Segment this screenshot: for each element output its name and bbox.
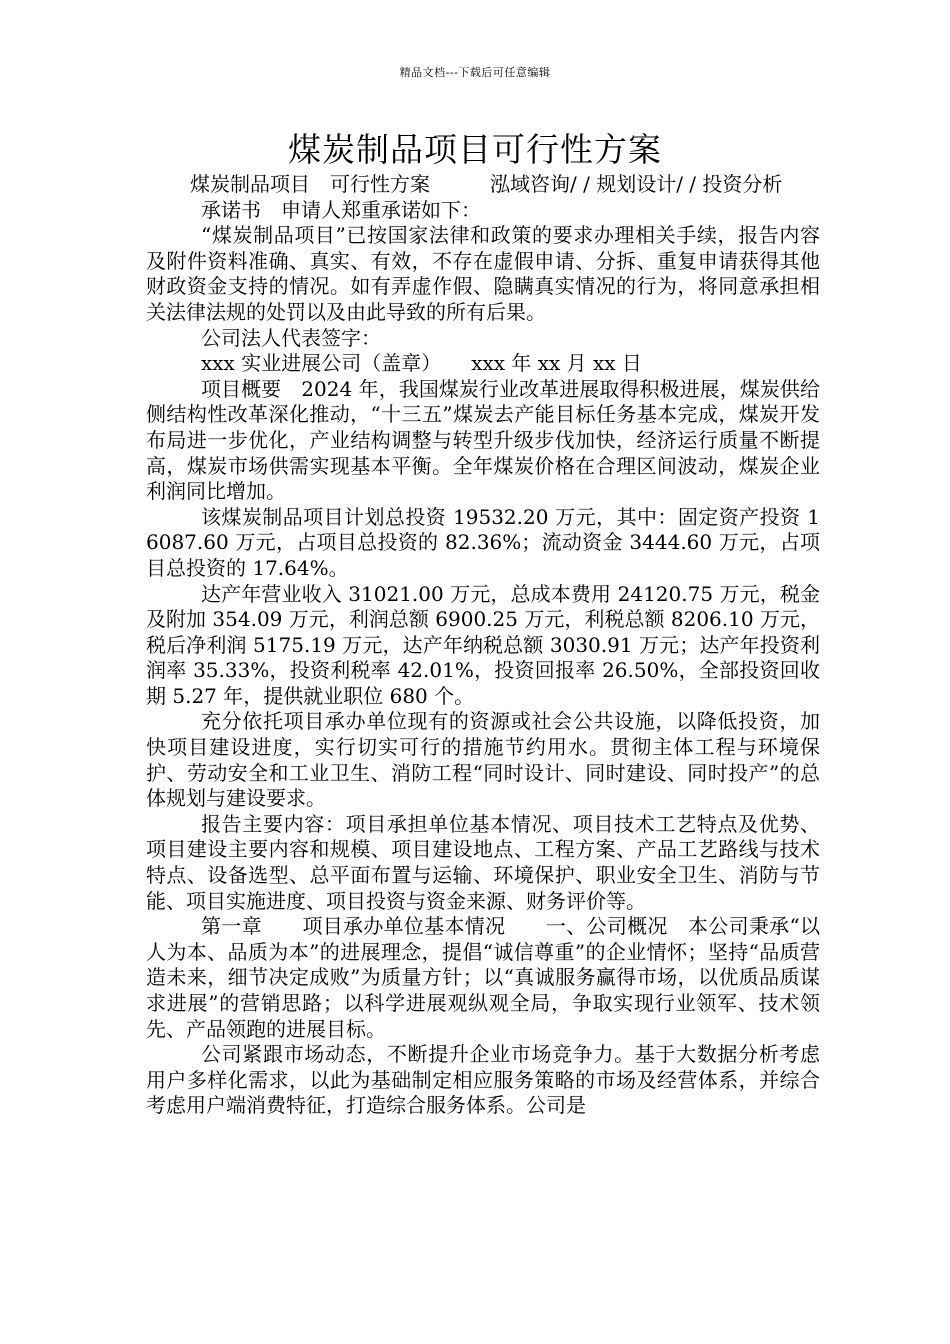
- paragraph-resources: 充分依托项目承办单位现有的资源或社会公共设施，以降低投资，加快项目建设进度，实行切实可行的措施节约用水。贯彻主体工程与环境保护、劳动安全和工业卫生、消防工程“同时设计、同时建设、同时投产”的总体规划与建设要求。: [146, 709, 820, 811]
- paragraph-market-dynamics: 公司紧跟市场动态，不断提升企业市场竞争力。基于大数据分析考虑用户多样化需求，以此为基础制定相应服务策略的市场及经营体系，并综合考虑用户端消费特征，打造综合服务体系。公司是: [146, 1042, 820, 1118]
- document-body: [146, 172, 820, 1119]
- document-title: 煤炭制品项目可行性方案: [288, 130, 662, 169]
- paragraph-commitment-body: “煤炭制品项目”已按国家法律和政策的要求办理相关手续，报告内容及附件资料准确、真实、有效，不存在虚假申请、分拆、重复申请获得其他财政资金支持的情况。如有弄虚作假、隐瞒真实情况的行为，将同意承担相关法律法规的处罚以及由此导致的所有后果。: [146, 223, 820, 324]
- paragraph-revenue-figures: 达产年营业收入 31021.00 万元，总成本费用 24120.75 万元，税金及附加 354.09 万元，利润总额 6900.25 万元，利税总额 8206.10 万元，税后净利润 5175.19 万元，达产年纳税总额 3030.91 万元；达产年投资利润率 35.33%，投资利税率 42.01%，投资回报率 26.50%，全部投资回收期 5.27 年，提供就业职位 680 个。: [146, 581, 820, 708]
- paragraph-chapter-one: 第一章 项目承办单位基本情况 一、公司概况 本公司秉承“以人为本、品质为本”的进展理念，提倡“诚信尊重”的企业情怀；坚持“品质营造未来，细节决定成败”为质量方针；以“真诚服务赢得市场，以优质品质谋求进展”的营销思路；以科学进展观纵观全局，争取实现行业领军、技术领先、产品领跑的进展目标。: [146, 914, 820, 1041]
- paragraph-company-seal-date: xxx 实业进展公司（盖章） xxx 年 xx 月 xx 日: [201, 351, 642, 376]
- paragraph-report-contents: 报告主要内容：项目承担单位基本情况、项目技术工艺特点及优势、项目建设主要内容和规模、项目建设地点、工程方案、产品工艺路线与技术特点、设备选型、总平面布置与运输、环境保护、职业安全卫生、消防与节能、项目实施进度、项目投资与资金来源、财务评价等。: [146, 811, 820, 913]
- header-note: 精品文档---下载后可任意编辑: [399, 66, 551, 79]
- paragraph-total-investment: 该煤炭制品项目计划总投资 19532.20 万元，其中：固定资产投资 16087.60 万元，占项目总投资的 82.36%；流动资金 3444.60 万元，占项目总投资的 17.64%。: [146, 504, 820, 580]
- paragraph-project-overview: 项目概要 2024 年，我国煤炭行业改革进展取得积极进展，煤炭供给侧结构性改革深化推动，“十三五”煤炭去产能目标任务基本完成，煤炭开发布局进一步优化，产业结构调整与转型升级步伐加快，经济运行质量不断提高，煤炭市场供需实现基本平衡。全年煤炭价格在合理区间波动，煤炭企业利润同比增加。: [146, 376, 820, 504]
- paragraph-commitment-heading: 承诺书 申请人郑重承诺如下：: [201, 197, 481, 222]
- paragraph-signature-line: 公司法人代表签字：: [201, 325, 381, 350]
- paragraph-subtitle: 煤炭制品项目 可行性方案 泓域咨询/ / 规划设计/ / 投资分析: [190, 172, 783, 196]
